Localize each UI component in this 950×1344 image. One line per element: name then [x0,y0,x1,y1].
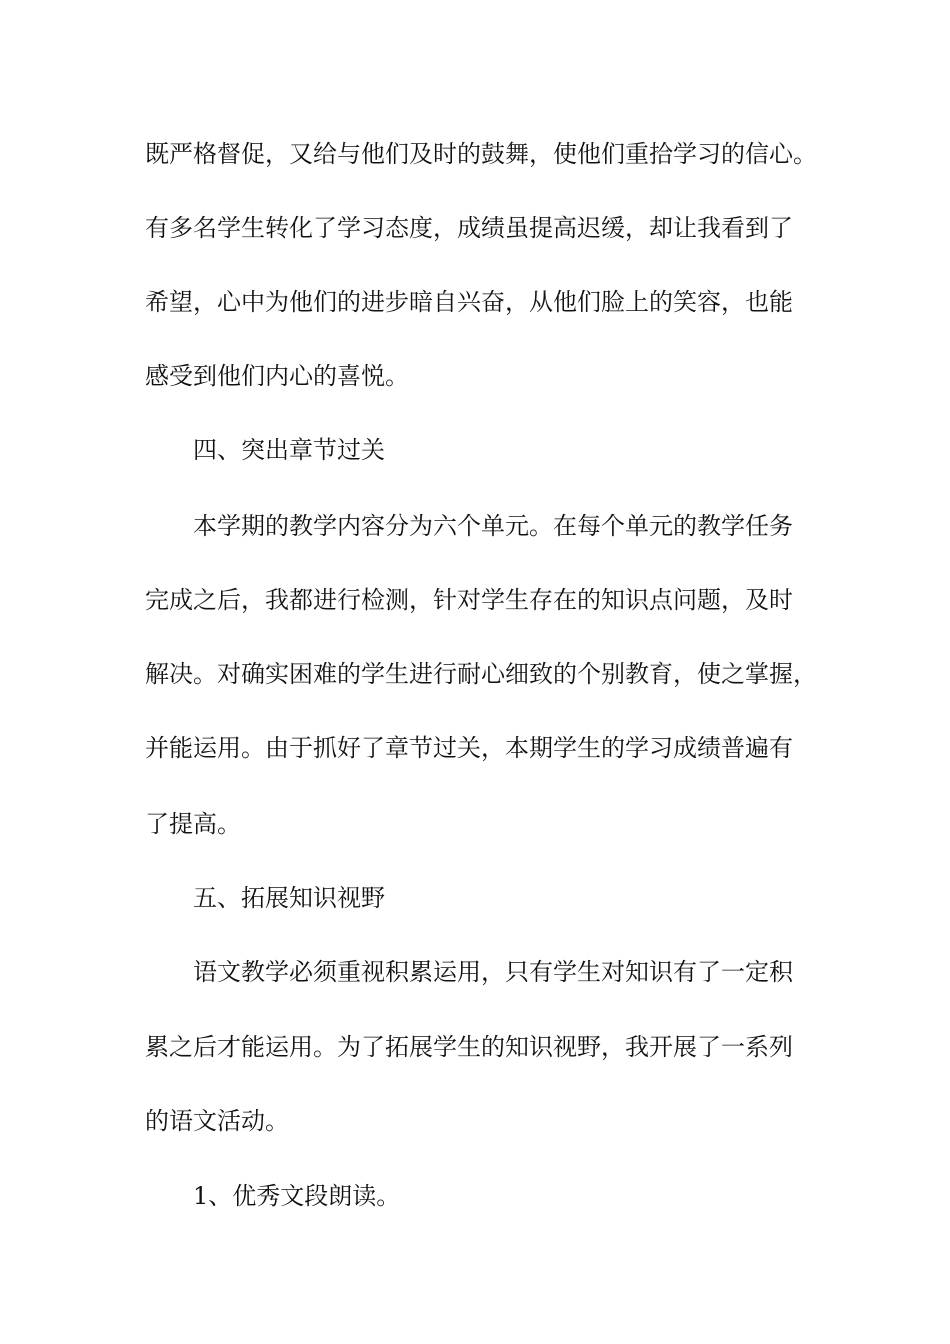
section-heading: 四、突出章节过关 [193,436,385,464]
list-item: 1、优秀文段朗读。 [193,1182,401,1210]
paragraph-line: 本学期的教学内容分为六个单元。在每个单元的教学任务 [193,512,793,540]
paragraph-line: 的语文活动。 [145,1107,289,1135]
paragraph-line: 希望，心中为他们的进步暗自兴奋，从他们脸上的笑容，也能 [145,288,793,316]
section-heading: 五、拓展知识视野 [193,884,385,912]
paragraph-line: 既严格督促，又给与他们及时的鼓舞，使他们重拾学习的信心。 [145,140,817,168]
paragraph-line: 完成之后，我都进行检测，针对学生存在的知识点问题，及时 [145,586,793,614]
paragraph-line: 解决。对确实困难的学生进行耐心细致的个别教育，使之掌握， [145,660,817,688]
paragraph-line: 语文教学必须重视积累运用，只有学生对知识有了一定积 [193,958,793,986]
paragraph-line: 有多名学生转化了学习态度，成绩虽提高迟缓，却让我看到了 [145,214,793,242]
paragraph-line: 累之后才能运用。为了拓展学生的知识视野，我开展了一系列 [145,1033,793,1061]
paragraph-line: 并能运用。由于抓好了章节过关，本期学生的学习成绩普遍有 [145,734,793,762]
paragraph-line: 了提高。 [145,810,241,838]
paragraph-line: 感受到他们内心的喜悦。 [145,362,409,390]
